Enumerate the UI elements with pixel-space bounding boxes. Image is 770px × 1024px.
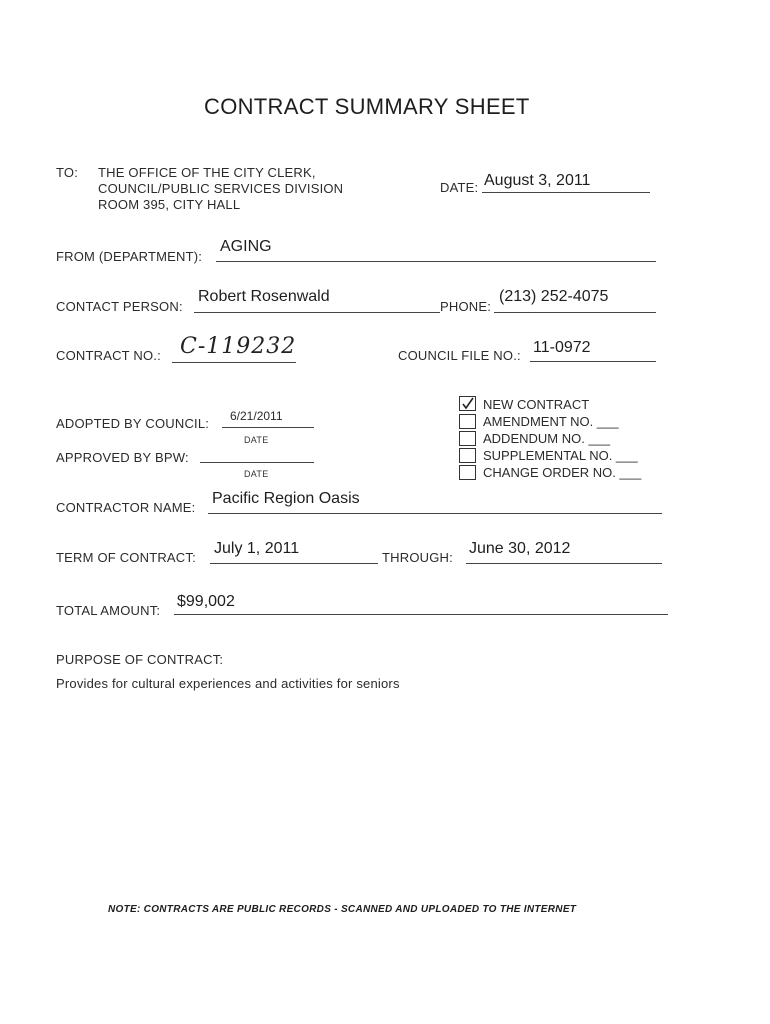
adopted-date-value: 6/21/2011 bbox=[230, 409, 283, 423]
supplemental-checkbox[interactable] bbox=[459, 448, 476, 463]
phone-underline bbox=[494, 312, 656, 313]
change-order-label: CHANGE ORDER NO. ___ bbox=[483, 465, 642, 480]
contractor-label: CONTRACTOR NAME: bbox=[56, 500, 196, 515]
adopted-underline bbox=[222, 427, 314, 428]
contact-underline bbox=[194, 312, 440, 313]
contractor-underline bbox=[208, 513, 662, 514]
council-file-value: 11-0972 bbox=[533, 339, 591, 356]
council-file-label: COUNCIL FILE NO.: bbox=[398, 348, 521, 363]
from-underline bbox=[216, 261, 656, 262]
adopted-date-sublabel: DATE bbox=[244, 435, 269, 445]
approved-label: APPROVED BY BPW: bbox=[56, 450, 189, 465]
supplemental-label: SUPPLEMENTAL NO. ___ bbox=[483, 448, 638, 463]
check-icon bbox=[461, 397, 475, 410]
purpose-value: Provides for cultural experiences and activities for seniors bbox=[56, 676, 400, 691]
total-amount-value: $99,002 bbox=[177, 593, 235, 610]
date-label: DATE: bbox=[440, 180, 479, 195]
contact-person-value: Robert Rosenwald bbox=[198, 288, 330, 305]
date-value: August 3, 2011 bbox=[484, 172, 591, 189]
total-amount-underline bbox=[174, 614, 668, 615]
purpose-label: PURPOSE OF CONTRACT: bbox=[56, 652, 224, 667]
addendum-label: ADDENDUM NO. ___ bbox=[483, 431, 611, 446]
to-label: TO: bbox=[56, 165, 79, 180]
change-order-checkbox[interactable] bbox=[459, 465, 476, 480]
term-start-underline bbox=[210, 563, 378, 564]
to-address-line2: COUNCIL/PUBLIC SERVICES DIVISION bbox=[98, 181, 344, 196]
contact-label: CONTACT PERSON: bbox=[56, 299, 183, 314]
adopted-label: ADOPTED BY COUNCIL: bbox=[56, 416, 210, 431]
public-records-note: NOTE: CONTRACTS ARE PUBLIC RECORDS - SCANNED AND UPLOADED TO THE INTERNET bbox=[108, 904, 577, 915]
approved-underline bbox=[200, 462, 314, 463]
addendum-checkbox[interactable] bbox=[459, 431, 476, 446]
to-address-line1: THE OFFICE OF THE CITY CLERK, bbox=[98, 165, 316, 180]
term-start-value: July 1, 2011 bbox=[214, 540, 300, 557]
council-file-underline bbox=[530, 361, 656, 362]
contract-no-label: CONTRACT NO.: bbox=[56, 348, 161, 363]
term-label: TERM OF CONTRACT: bbox=[56, 550, 196, 565]
page-title: CONTRACT SUMMARY SHEET bbox=[204, 94, 530, 119]
new-contract-checkbox[interactable] bbox=[459, 396, 476, 411]
date-underline bbox=[482, 192, 650, 193]
contract-no-handwritten-value: C-119232 bbox=[180, 334, 297, 359]
contract-no-underline bbox=[172, 362, 296, 363]
through-label: THROUGH: bbox=[382, 550, 453, 565]
total-amount-label: TOTAL AMOUNT: bbox=[56, 603, 161, 618]
new-contract-label: NEW CONTRACT bbox=[483, 397, 590, 412]
amendment-checkbox[interactable] bbox=[459, 414, 476, 429]
from-department-value: AGING bbox=[220, 238, 272, 255]
to-address-line3: ROOM 395, CITY HALL bbox=[98, 197, 241, 212]
phone-value: (213) 252-4075 bbox=[499, 288, 609, 305]
contractor-name-value: Pacific Region Oasis bbox=[212, 490, 360, 507]
phone-label: PHONE: bbox=[440, 299, 492, 314]
approved-date-sublabel: DATE bbox=[244, 469, 269, 479]
term-end-underline bbox=[466, 563, 662, 564]
amendment-label: AMENDMENT NO. ___ bbox=[483, 414, 619, 429]
term-end-value: June 30, 2012 bbox=[469, 540, 571, 557]
from-label: FROM (DEPARTMENT): bbox=[56, 249, 203, 264]
